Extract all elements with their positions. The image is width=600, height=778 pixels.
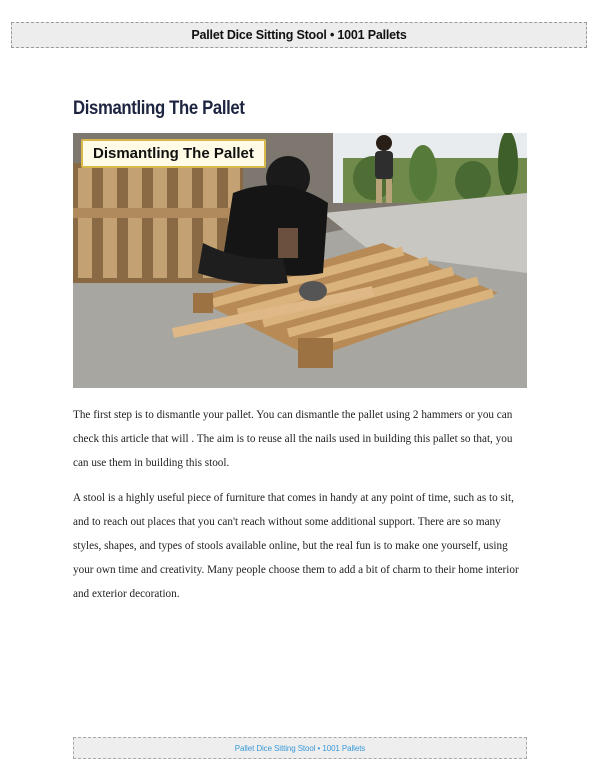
paragraph-dismantle: The first step is to dismantle your pallet. You can dismantle the pallet using 2 hammers or you can check this article that will . The aim is to reuse all the nails used in building this pallet so that, you can use them in building this stool. (73, 409, 513, 469)
page-footer (73, 737, 527, 759)
footer-text[interactable]: Pallet Dice Sitting Stool • 1001 Pallets (234, 743, 366, 753)
header-title: Pallet Dice Sitting Stool • 1001 Pallets (191, 28, 407, 42)
image-caption: Dismantling The Pallet (81, 139, 266, 168)
photo-illustration (73, 133, 527, 388)
page-header (11, 22, 587, 48)
article-photo (73, 133, 527, 388)
paragraph-stool-intro: A stool is a highly useful piece of furniture that comes in handy at any point of time, such as to sit, and to reach out places that you can't reach without some additional support. There are so many styles, shapes, and types of stools available online, but the real fun is to make one yourself, using your own time and creativity. Many people choose them to add a bit of charm to their home interior and exterior decoration. (73, 492, 519, 600)
section-heading: Dismantling The Pallet (73, 98, 245, 119)
